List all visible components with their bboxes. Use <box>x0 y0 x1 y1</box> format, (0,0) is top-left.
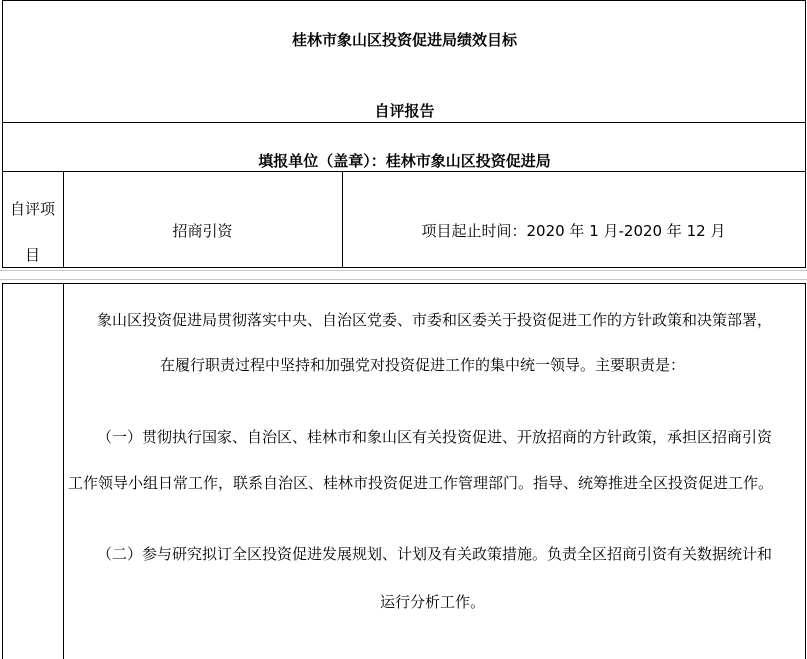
table-divider-1 <box>2 122 806 123</box>
row-label-line1: 自评项 <box>9 200 55 218</box>
paragraph-2-line-1: （一）贯彻执行国家、自治区、桂林市和象山区有关投资促进、开放招商的方针政策，承担区招商引资 <box>97 428 773 446</box>
column-divider-2 <box>342 171 343 267</box>
paragraph-2-line-2: 工作领导小组日常工作，联系自治区、桂林市投资促进工作管理部门。指导、统筹推进全区投资促进工作。 <box>68 474 774 492</box>
table-bottom-border <box>2 267 806 268</box>
table-divider-2 <box>2 171 806 172</box>
project-name: 招商引资 <box>172 222 233 240</box>
paragraph-3-line-1: （二）参与研究拟订全区投资促进发展规划、计划及有关政策措施。负责全区招商引资有关数据统计和 <box>97 545 773 563</box>
paragraph-1-line-2: 在履行职责过程中坚持和加强党对投资促进工作的集中统一领导。主要职责是： <box>160 356 686 374</box>
page-break-line <box>0 270 807 271</box>
body-column-divider <box>63 283 64 659</box>
column-divider-1 <box>63 171 64 267</box>
table-top-border <box>2 0 806 1</box>
row-label-line2: 目 <box>24 246 40 264</box>
body-right-border <box>805 283 806 659</box>
document-subtitle: 自评报告 <box>374 102 435 120</box>
paragraph-1-line-1: 象山区投资促进局贯彻落实中央、自治区党委、市委和区委关于投资促进工作的方针政策和决策部署， <box>97 311 773 329</box>
project-period: 项目起止时间：2020 年 1 月-2020 年 12 月 <box>421 222 726 240</box>
body-left-border <box>2 283 3 659</box>
reporting-unit: 填报单位（盖章）：桂林市象山区投资促进局 <box>258 152 551 170</box>
document-title: 桂林市象山区投资促进局绩效目标 <box>291 31 517 49</box>
body-top-border <box>2 283 806 284</box>
paragraph-3-line-2: 运行分析工作。 <box>380 593 486 611</box>
page-break-line-2 <box>0 279 807 280</box>
